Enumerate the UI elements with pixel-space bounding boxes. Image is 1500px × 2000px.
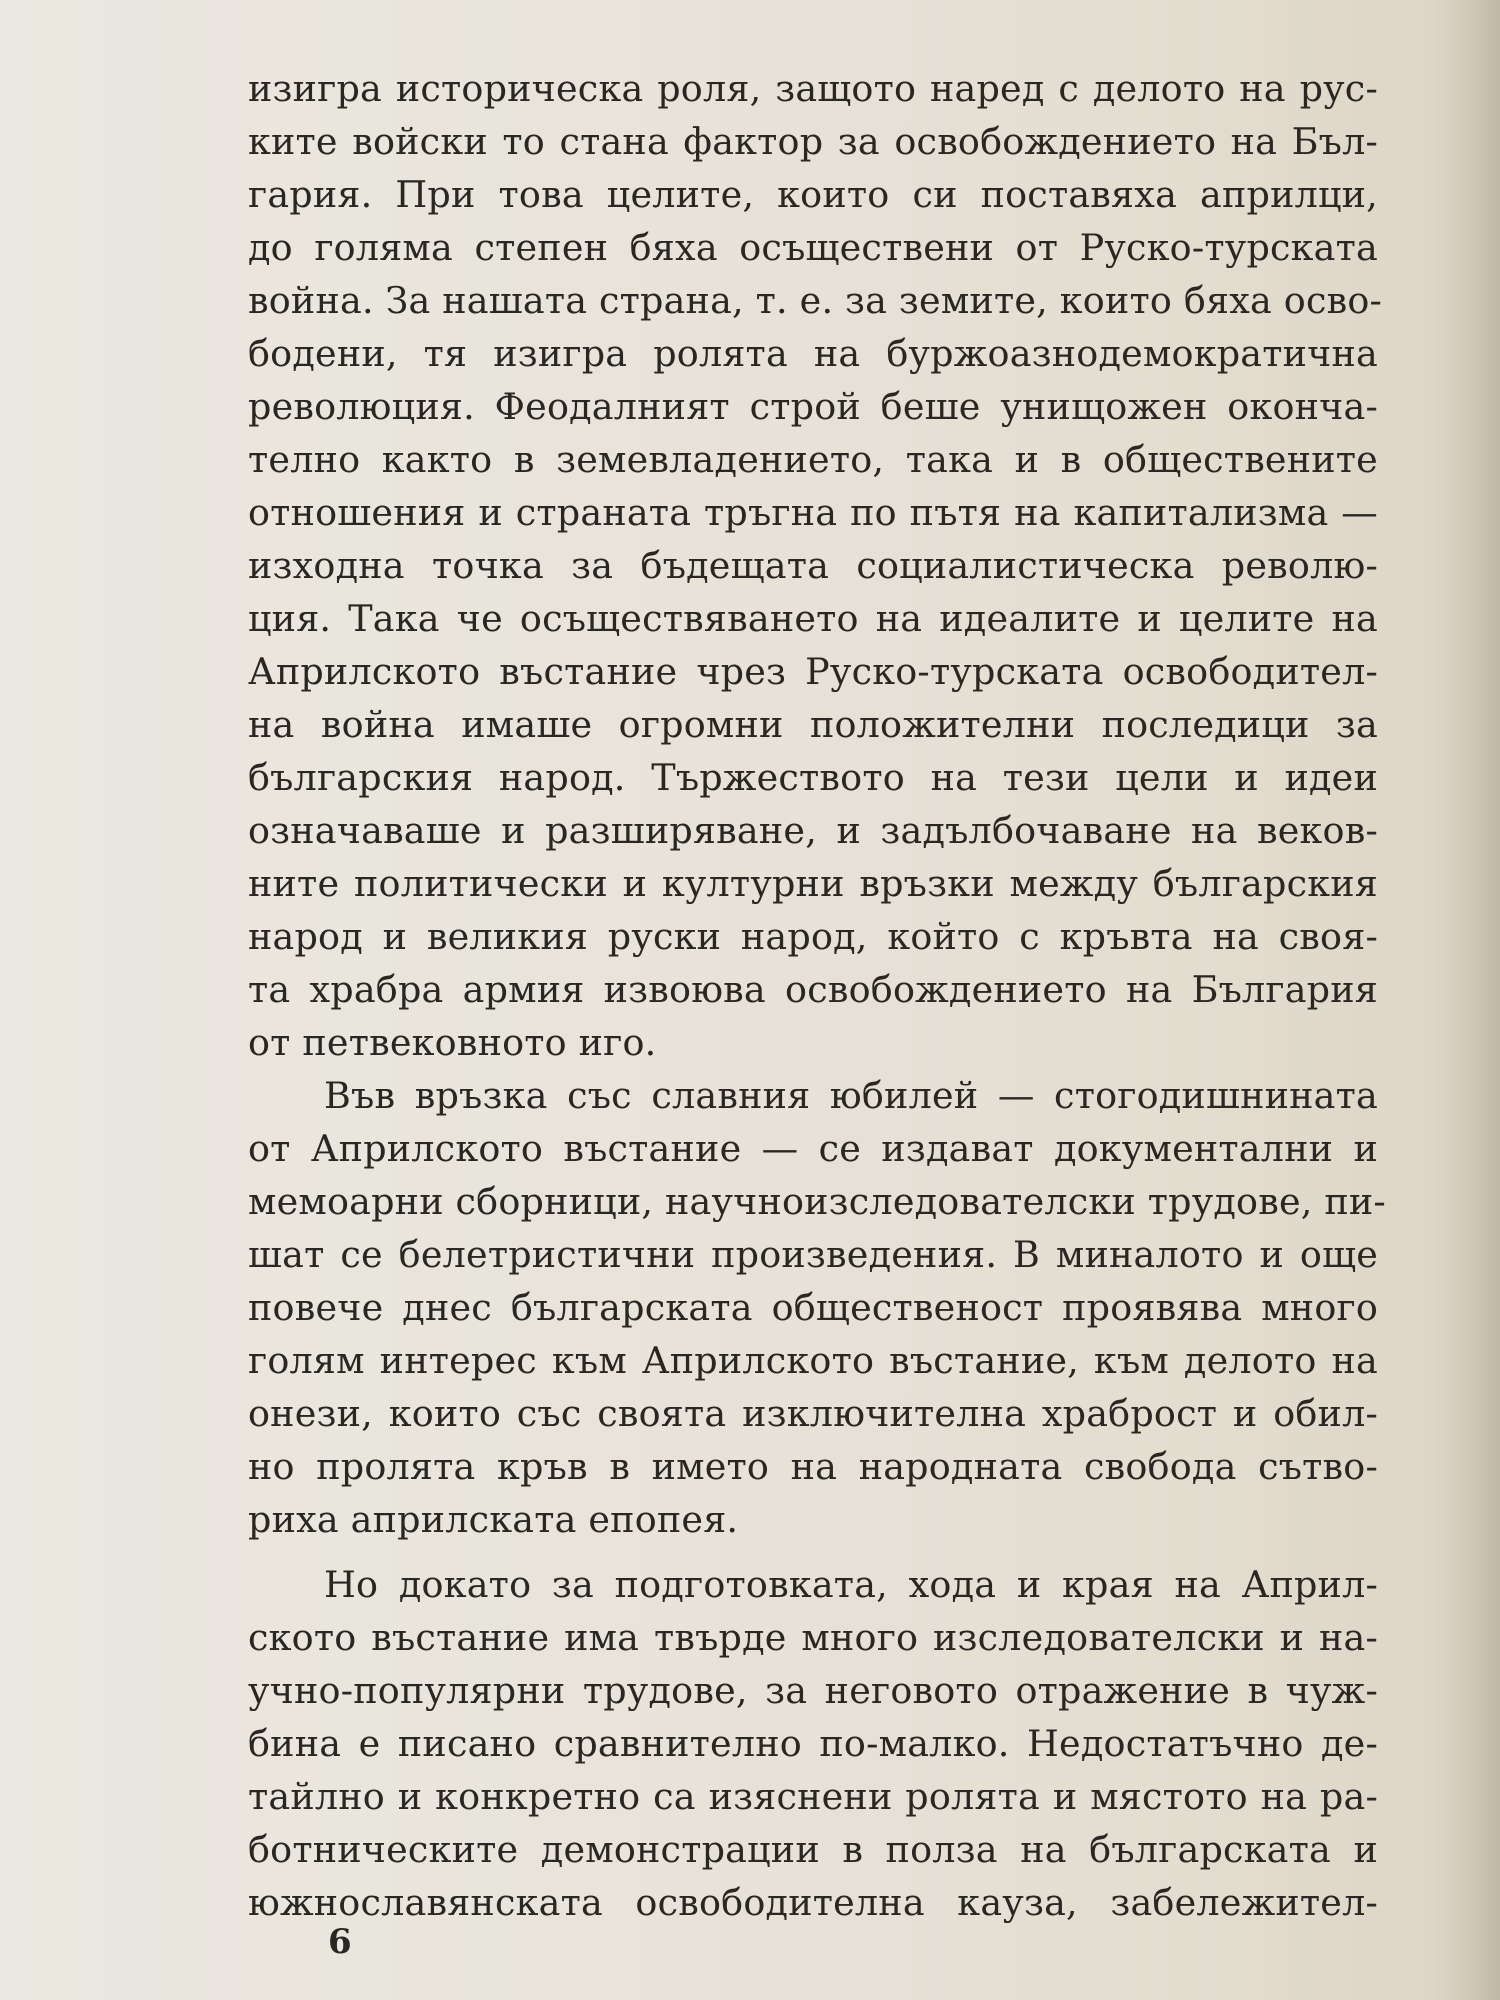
text-line: Във връзка със славния юбилей — стогодишнината: [324, 1074, 1378, 1117]
text-line: бодени, тя изигра ролята на буржоазнодемократична: [248, 332, 1378, 375]
text-line: означаваше и разширяване, и задълбочаване на веков-: [248, 809, 1378, 852]
body-text: [248, 62, 1386, 1929]
text-line: риха априлската епопея.: [248, 1498, 739, 1541]
text-line: ките войски то стана фактор за освобождението на Бъл-: [248, 120, 1378, 163]
text-line: та храбра армия извоюва освобождението на България: [248, 968, 1378, 1011]
text-line: изходна точка за бъдещата социалистическа револю-: [248, 544, 1378, 587]
text-line: ция. Така че осъществяването на идеалите и целите на: [248, 597, 1378, 640]
text-line: бина е писано сравнително по-малко. Недостатъчно де-: [248, 1722, 1378, 1765]
text-line: онези, които със своята изключителна храброст и обил-: [248, 1392, 1378, 1435]
text-line: гария. При това целите, които си поставяха априлци,: [248, 173, 1378, 216]
text-line: война. За нашата страна, т. е. за земите, които бяха осво-: [248, 279, 1383, 322]
text-line: на война имаше огромни положителни последици за: [248, 703, 1378, 746]
text-line: телно както в земевладението, така и в обществените: [248, 438, 1378, 481]
text-line: отношения и страната тръгна по пътя на капитализма —: [248, 491, 1378, 534]
page-number: 6: [328, 1922, 352, 1962]
text-line: повече днес българската общественост проявява много: [248, 1286, 1378, 1329]
text-line: Но докато за подготовката, хода и края на Април-: [324, 1563, 1378, 1606]
text-line: южнославянската освободителна кауза, забележител-: [248, 1881, 1378, 1924]
text-line: учно-популярни трудове, за неговото отражение в чуж-: [248, 1669, 1378, 1712]
text-line: но пролята кръв в името на народната свобода сътво-: [248, 1445, 1378, 1488]
text-line: от Априлското въстание — се издават документални и: [248, 1127, 1378, 1170]
text-line: българския народ. Тържеството на тези цели и идеи: [248, 756, 1378, 799]
text-line: тайлно и конкретно са изяснени ролята и мястото на ра-: [248, 1775, 1378, 1818]
text-line: народ и великия руски народ, който с кръвта на своя-: [248, 915, 1378, 958]
text-line: мемоарни сборници, научноизследователски трудове, пи-: [248, 1180, 1386, 1223]
text-line: от петвековното иго.: [248, 1021, 657, 1064]
text-line: ското въстание има твърде много изследователски и на-: [248, 1616, 1378, 1659]
text-line: шат се белетристични произведения. В миналото и още: [248, 1233, 1378, 1276]
text-line: Априлското въстание чрез Руско-турската освободител-: [248, 650, 1378, 693]
text-line: революция. Феодалният строй беше унищожен оконча-: [248, 385, 1378, 428]
text-line: ните политически и културни връзки между българския: [248, 862, 1378, 905]
text-line: ботническите демонстрации в полза на българската и: [248, 1828, 1378, 1871]
page-edge-shadow: [1430, 0, 1500, 2000]
text-line: до голяма степен бяха осъществени от Руско-турската: [248, 226, 1378, 269]
text-line: голям интерес към Априлското въстание, към делото на: [248, 1339, 1378, 1382]
text-line: изигра историческа роля, защото наред с делото на рус-: [248, 67, 1378, 110]
paragraph-gap: [248, 1546, 1378, 1558]
